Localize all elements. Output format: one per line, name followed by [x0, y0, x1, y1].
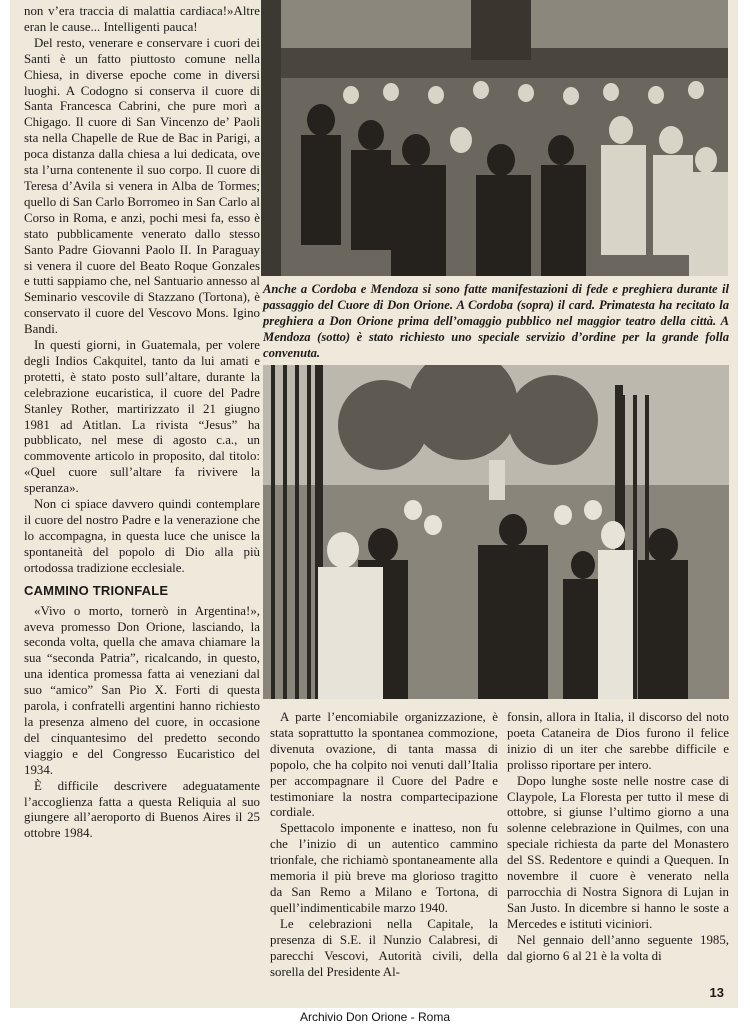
right-column: [507, 710, 729, 965]
body-paragraph: Dopo lunghe soste nelle nostre case di Claypole, La Floresta per tutto il mese di ottobre, si giunse l’ultimo giorno a una solenne celebrazione in Quilmes, con una speciale richiesta da parte del Monastero del SS. Redentore e quindi a Quequen. In novembre il cuore è venerato nella parrocchia di Nostra Signora di Lujan in San Justo. In dicembre si hanno le soste a Mercedes e istituti viciniori.: [507, 773, 729, 931]
section-heading: CAMMINO TRIONFALE: [24, 582, 169, 598]
cordoba-ceremony-photo: [261, 0, 728, 276]
body-paragraph: A parte l’encomiabile organizzazione, è stata soprattutto la spontanea commozione, divenuta ovazione, di tanta massa di popolo, che ha colpito noi venuti dall’Italia per accompagnare il Cuore del Padre e testimoniare la nostra compartecipazione cordiale.: [270, 710, 498, 820]
left-column: [24, 4, 260, 842]
mendoza-procession-photo: [263, 365, 729, 699]
body-paragraph: Le celebrazioni nella Capitale, la presenza di S.E. il Nunzio Calabresi, di parecchi Vescovi, Autorità civili, della sorella del Presidente Al-: [270, 916, 498, 979]
magazine-page: [10, 0, 738, 1008]
page-number: 13: [709, 985, 724, 1000]
procession-photo-illustration: [263, 365, 729, 699]
body-paragraph: Del resto, venerare e conservare i cuori dei Santi è un fatto piuttosto comune nella Chiesa, in diverse epoche come in diversi luoghi. A Codogno si conserva il cuore di Santa Francesca Cabrini, che pure morì a Chigago. Il cuore di San Vincenzo de’ Paoli sta nella Chapelle de Rue de Bac in Parigi, a poca distanza dalla chiesa a lui dedicata, ove sta l’urna contenente il suo corpo. Il cuore di Teresa d’Avila si venera in Alba de Tormes; quello di San Carlo Borromeo in San Carlo al Corso in Roma, e anzi, pochi mesi fa, esso è stato pubblicamente venerato dallo stesso Santo Padre Giovanni Paolo II. In Paraguay si venera il cuore del Beato Roque Gonzales e tutti sappiamo che, nel Santuario annesso al Seminario vescovile di Stazzano (Tortona), è conservato il cuore del Vescovo Mons. Igino Bandi.: [24, 35, 260, 337]
body-paragraph: In questi giorni, in Guatemala, per volere degli Indios Cakquitel, tanto da lui amati e protetti, è stato posto sull’altare, durante la celebrazione eucaristica, il cuore del Padre Stanley Rother, martirizzato il 21 giugno 1981 ad Atitlan. La rivista “Jesus” ha pubblicato, nel mese di agosto c.a., un commovente articolo in proposito, dal titolo: «Quel cuore sull’altare fa rivivere la speranza».: [24, 338, 260, 496]
body-paragraph: non v’era traccia di malattia cardiaca!»Altre eran le cause... Intelligenti pauca!: [24, 4, 260, 34]
body-paragraph: Spettacolo imponente e inatteso, non fu che l’inizio di un autentico cammino trionfale, che richiamò spontaneamente alla memoria il più breve ma glorioso tragitto da San Remo a Milano e Tortona, di quell’indimenticabile marzo 1940.: [270, 821, 498, 915]
photo-caption: Anche a Cordoba e Mendoza si sono fatte manifestazioni di fede e preghiera durante il passaggio del Cuore di Don Orione. A Cordoba (sopra) il card. Primatesta ha recitato la preghiera a Don Orione prima dell’omaggio pubblico nel maggior teatro della città. A Mendoza (sotto) è stato richiesto uno speciale servizio d’ordine per la grande folla convenuta.: [263, 282, 729, 360]
body-paragraph: Nel gennaio dell’anno seguente 1985, dal giorno 6 al 21 è la volta di: [507, 932, 729, 963]
body-paragraph: Non ci spiace davvero quindi contemplare il cuore del nostro Padre e la venerazione che lo accompagna, in questa luce che unisce la spontaneità del popolo di Dio alla più ortodossa tradizione ecclesiale.: [24, 497, 260, 575]
body-paragraph: È difficile descrivere adeguatamente l’accoglienza fatta a questa Reliquia al suo giungere all’aeroporto di Buenos Aires il 25 ottobre 1984.: [24, 778, 260, 841]
body-paragraph: fonsin, allora in Italia, il discorso del noto poeta Cataneira de Dios furono il felice inizio di un iter che sarebbe difficile e prolisso riportare per intero.: [507, 710, 729, 772]
crowd-photo-illustration: [261, 0, 728, 276]
body-paragraph: «Vivo o morto, tornerò in Argentina!», aveva promesso Don Orione, lasciando, la seconda volta, quella che amava chiamare la sua “seconda Patria”, ricalcando, in questo, una identica promessa fatta ai veneziani dal suo “amico” San Pio X. Forti di questa parola, i confratelli argentini hanno richiesto la presenza almeno del cuore, in occasione del cinquantesimo del predetto secondo viaggio e del Congresso Eucaristico del 1934.: [24, 603, 260, 777]
middle-column: [270, 710, 498, 980]
archive-footer: Archivio Don Orione - Roma: [299, 1010, 451, 1024]
